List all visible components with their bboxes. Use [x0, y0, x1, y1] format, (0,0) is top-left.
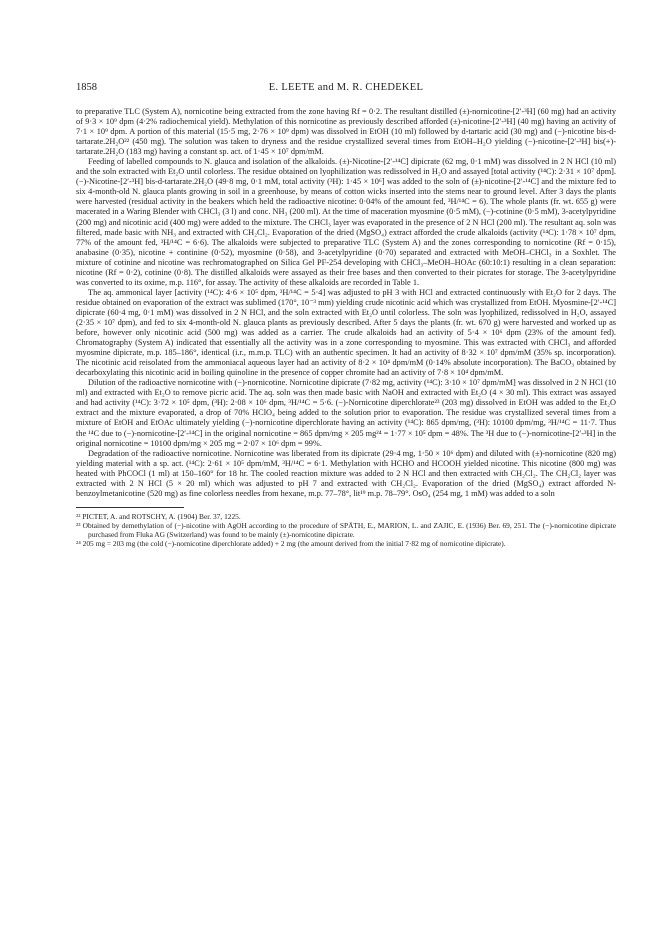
page-number: 1858 — [76, 82, 97, 93]
journal-page — [76, 82, 616, 549]
paragraph: Degradation of the radioactive nornicotine. Nornicotine was liberated from its dipicrate (29·4 mg, 1·50 × 10⁶ dpm) and diluted with (±)-nornicotine (820 mg) yielding material with a sp. act. (¹⁴C): 2·61 × 10⁵ dpm/mM, ³H/¹⁴C = 6·1. Methylation with HCHO and HCOOH yielded nicotine. This nicotine (800 mg) was heated with PhCOCl (1 ml) at 150–160° for 18 hr. The cooled reaction mixture was added to 2 N HCl and then extracted with CH₂Cl₂. The CH₂Cl₂ layer was extracted with 2 N HCl (5 × 20 ml) which was adjusted to pH 7 and extracted with CH₂Cl₂. Evaporation of the dried (MgSO₄) extract afforded N-benzoylmetanicotine (520 mg) as fine colorless needles from hexane, m.p. 77–78°, lit¹⁹ m.p. 78–79°. OsO₄ (254 mg, 1 mM) was added to a soln — [76, 448, 616, 498]
running-title: E. LEETE and M. R. CHEDEKEL — [268, 82, 424, 93]
paragraph: The aq. ammonical layer [activity (¹⁴C): 4·6 × 10⁵ dpm, ³H/¹⁴C = 5·4] was adjusted to pH 3 with HCl and extracted continuously with Et₂O for 2 days. The residue obtained on evaporation of the extract was sublimed (170°, 10⁻³ mm) yielding crude nicotinic acid which was crystallized from EtOH. Myosmine-[2′-¹⁴C] dipicrate (60·4 mg, 0·1 mM) was dissolved in 2 N HCl, and the soln extracted with Et₂O until colorless. The soln was lyophilized, redissolved in H₂O, assayed (2·35 × 10⁷ dpm), and fed to six 4-month-old N. glauca plants as previously described. After 5 days the plants (fr. wt. 670 g) were harvested and worked up as before, however only nicotinic acid (500 mg) was added as a carrier. The crude alkaloids had an activity of 5·4 × 10⁶ dpm (23% of the amount fed). Chromatography (System A) indicated that essentially all the activity was in a zone corresponding to myosmine. This was extracted with CHCl₃ and afforded myosmine dipicrate, m.p. 185–186°, identical (i.r., m.m.p. TLC) with an authentic specimen. It had an activity of 8·32 × 10⁷ dpm/mM (35% sp. incorporation). The nicotinic acid reisolated from the ammoniacal aqueous layer had an activity of 8·2 × 10⁴ dpm/mM (0·14% absolute incorporation). The BaCO₃ obtained by decarboxylating this nicotinic acid in boiling quinoline in the presence of copper chromite had an activity of 7·8 × 10⁴ dpm/mM. — [76, 287, 616, 378]
footnote: ²³ Obtained by demethylation of (−)-nicotine with AgOH according to the procedure of SPÄTH, E., MARION, L. and ZAJIC, E. (1936) Ber. 69, 251. The (−)-nornicotine dipicrate purchased from Fluka AG (Switzerland) was found to be mainly (±)-nornicotine dipicrate. — [76, 521, 616, 540]
paragraph: to preparative TLC (System A), nornicotine being extracted from the zone having Rf = 0·2. The resultant distilled (±)-nornicotine-[2′-³H] (60 mg) had an activity of 9·3 × 10⁹ dpm (4·2% radiochemical yield). Methylation of this nornicotine as previously described afforded (±)-nicotine-[2′-³H] (40 mg) having an activity of 7·1 × 10⁹ dpm. A portion of this material (15·5 mg, 2·76 × 10⁹ dpm) was dissolved in EtOH (10 ml) followed by d-tartaric acid (30 mg) and (−)-nicotine bis-d-tartarate.2H₂O²² (450 mg). The solution was taken to dryness and the residue crystallized several times from EtOH–H₂O yielding (−)-nicotine-[2′-³H] bis(+)-tartarate.2H₂O (183 mg) having a constant sp. act. of 1·45 × 10⁷ dpm/mM. — [76, 107, 616, 157]
footnote: ²⁴ 205 mg = 203 mg (the cold (−)-nornicotine diperchlorate added) + 2 mg (the amount derived from the initial 7·82 mg of nornicotine dipicrate). — [76, 539, 506, 549]
paragraph: Dilution of the radioactive nornicotine with (−)-nornicotine. Nornicotine dipicrate (7·82 mg, activity (¹⁴C): 3·10 × 10⁷ dpm/mM] was dissolved in 2 N HCl (10 ml) and extracted with Et₂O to remove picric acid. The aq. soln was then made basic with NaOH and extracted with Et₂O (4 × 30 ml). This extract was assayed and had activity (¹⁴C): 3·72 × 10⁵ dpm, (³H): 2·08 × 10⁶ dpm, ³H/¹⁴C = 5·6. (−)-Nornicotine diperchlorate²³ (203 mg) dissolved in EtOH was added to the Et₂O extract and the mixture evaporated, a drop of 70% HClO₄ being added to the solution prior to evaporation. The residue was crystallized several times from a mixture of EtOH and EtOAc ultimately yielding (−)-nornicotine diperchlorate having an activity (¹⁴C): 865 dpm/mg, (³H): 10100 dpm/mg, ³H/¹⁴C = 11·7. Thus the ¹⁴C due to (−)-nornicotine-[2′-¹⁴C] in the original nornicotine = 865 dpm/mg × 205 mg²⁴ = 1·77 × 10⁵ dpm = 48%. The ³H due to (−)-nornicotine-[2′-³H] in the original nornicotine = 10100 dpm/mg × 205 mg = 2·07 × 10⁶ dpm = 99%. — [76, 378, 617, 448]
article-body — [76, 107, 616, 499]
footnotes — [76, 512, 616, 549]
paragraph: Feeding of labelled compounds to N. glauca and isolation of the alkaloids. (±)-Nicotine-[2′-¹⁴C] dipicrate (62 mg, 0·1 mM) was dissolved in 2 N HCl (10 ml) and the soln extracted with Et₂O until colorless. The residue obtained on lyophilization was redissolved in H₂O and assayed [total activity (¹⁴C): 2·31 × 10⁷ dpm]. (−)-Nicotine-[2′-³H] bis-d-tartarate.2H₂O (49·8 mg, 0·1 mM, total activity (³H): 1·45 × 10⁶] was added to the soln of (±)-nicotine-[2′-¹⁴C] and the mixture fed to six 4-month-old N. glauca plants growing in soil in a greenhouse, by means of cotton wicks inserted into the stems near to ground level. After 3 days the plants were harvested (residual activity in the beakers which held the radioactive nicotine: 0·04% of the amount fed, ³H/¹⁴C = 6). The whole plants (fr. wt. 655 g) were macerated in a Waring Blender with CHCl₃ (3 l) and conc. NH₃ (200 ml). At the time of maceration myosmine (0·5 mM), (−)-cotinine (0·5 mM), 3-acetylpyridine (200 mg) and nicotinic acid (400 mg) were added to the mixture. The CHCl₃ layer was evaporated in the presence of 2 N HCl (200 ml). The resultant aq. soln was filtered, made basic with NH₃ and extracted with CH₂Cl₂. Evaporation of the dried (MgSO₄) extract afforded the crude alkaloids (activity (¹⁴C): 1·78 × 10⁷ dpm, 77% of the amount fed, ³H/¹⁴C = 6·6). The alkaloids were subjected to preparative TLC (System A) and the zones corresponding to nornicotine (Rf = 0·15), anabasine (0·35), nicotine + continine (0·52), myosmine (0·58), and 3-acetylpyridine (0·70) separated and extracted with MeOH–CHCl₃ in a Soxhlet. The mixture of cotinine and nicotine was rechromatographed on Silica Gel PF-254 developing with CHCl₃–MeOH–HOAc (60:10:1) resulting in a clean separation: nicotine (Rf = 0·2), cotinine (0·8). The distilled alkaloids were assayed as their free bases and then converted to their picrates for storage. The 3-acetylpyridine was converted to its oxime, m.p. 116°, for assay. The activity of these alkaloids are recorded in Table 1. — [76, 157, 616, 287]
footnote-divider — [76, 507, 184, 508]
footnote: ²² PICTET, A. and ROTSCHY, A. (1904) Ber. 37, 1225. — [76, 511, 241, 521]
running-header — [76, 82, 616, 93]
